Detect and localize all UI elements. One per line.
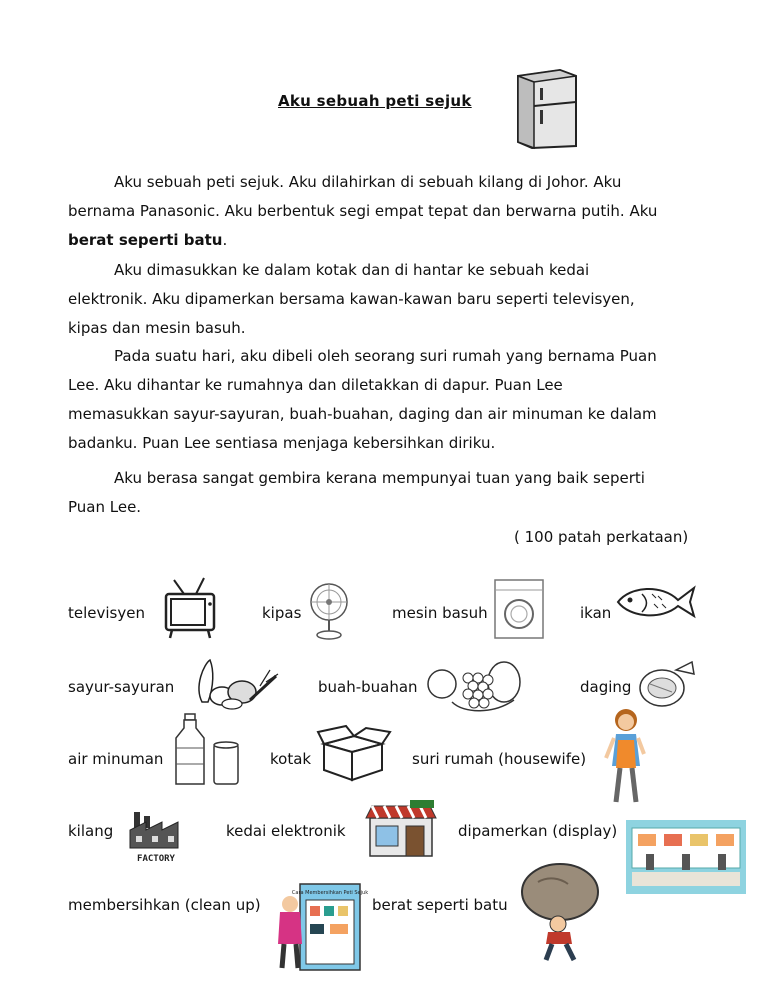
p2-line2: elektronik. Aku dipamerkan bersama kawan-kawan baru seperti televisyen, (68, 290, 635, 308)
p4-line1: Aku berasa sangat gembira kerana mempunyai tuan yang baik seperti (114, 469, 645, 487)
p2-line3: kipas dan mesin basuh. (68, 319, 246, 337)
vocab-mesin-basuh: mesin basuh (392, 604, 488, 622)
fan-icon (305, 582, 353, 640)
vocab-kipas: kipas (262, 604, 302, 622)
p3-line4: badanku. Puan Lee sentiasa menjaga kebersihkan diriku. (68, 434, 496, 452)
vegetables-icon (190, 656, 280, 712)
p3-line1: Pada suatu hari, aku dibeli oleh seorang suri rumah yang bernama Puan (114, 347, 657, 365)
vocab-kilang: kilang (68, 822, 114, 840)
meat-icon (636, 656, 700, 712)
vocab-ikan: ikan (580, 604, 612, 622)
factory-icon (124, 808, 190, 864)
fridge-icon (512, 66, 582, 148)
page-title: Aku sebuah peti sejuk (278, 92, 472, 110)
fish-icon (614, 580, 698, 624)
vocab-televisyen: televisyen (68, 604, 145, 622)
p1-line3-end: . (222, 231, 228, 249)
paragraph-1 (68, 168, 708, 255)
paragraph-2 (68, 256, 708, 343)
drinks-icon (172, 712, 244, 788)
vocab-berat: berat seperti batu (372, 896, 508, 914)
washing-machine-icon (492, 578, 546, 640)
housewife-icon (600, 706, 652, 806)
p1-line2: bernama Panasonic. Aku berbentuk segi empat tepat dan berwarna putih. Aku (68, 202, 658, 220)
display-icon (626, 820, 746, 894)
box-icon (318, 724, 392, 784)
vocab-kedai: kedai elektronik (226, 822, 346, 840)
p2-line1: Aku dimasukkan ke dalam kotak dan di hantar ke sebuah kedai (114, 261, 590, 279)
paragraph-4 (68, 464, 708, 522)
vocab-daging: daging (580, 678, 632, 696)
vocab-buah: buah-buahan (318, 678, 418, 696)
vocab-membersihkan: membersihkan (clean up) (68, 896, 261, 914)
p1-bold-phrase: berat seperti batu (68, 231, 223, 249)
vocab-kotak: kotak (270, 750, 312, 768)
p3-line2: Lee. Aku dihantar ke rumahnya dan diletakkan di dapur. Puan Lee (68, 376, 563, 394)
word-count: ( 100 patah perkataan) (514, 528, 689, 546)
vocab-air-minuman: air minuman (68, 750, 164, 768)
factory-sign-text: FACTORY (137, 854, 175, 864)
vocab-dipamerkan: dipamerkan (display) (458, 822, 618, 840)
vocab-suri-rumah: suri rumah (housewife) (412, 750, 587, 768)
p1-line1: Aku sebuah peti sejuk. Aku dilahirkan di sebuah kilang di Johor. Aku (114, 173, 622, 191)
p1-line3 (68, 226, 708, 255)
heavy-rock-icon (518, 862, 602, 962)
vocab-sayur: sayur-sayuran (68, 678, 175, 696)
p4-line2: Puan Lee. (68, 498, 142, 516)
cleaning-icon (272, 880, 369, 972)
shop-icon (362, 800, 440, 860)
television-icon (160, 578, 222, 640)
cleaning-poster-text: Cara Membersihkan Peti Sejuk (291, 890, 369, 896)
p3-line3: memasukkan sayur-sayuran, buah-buahan, daging dan air minuman ke dalam (68, 405, 657, 423)
paragraph-3 (68, 342, 708, 458)
fruits-icon (424, 654, 524, 714)
